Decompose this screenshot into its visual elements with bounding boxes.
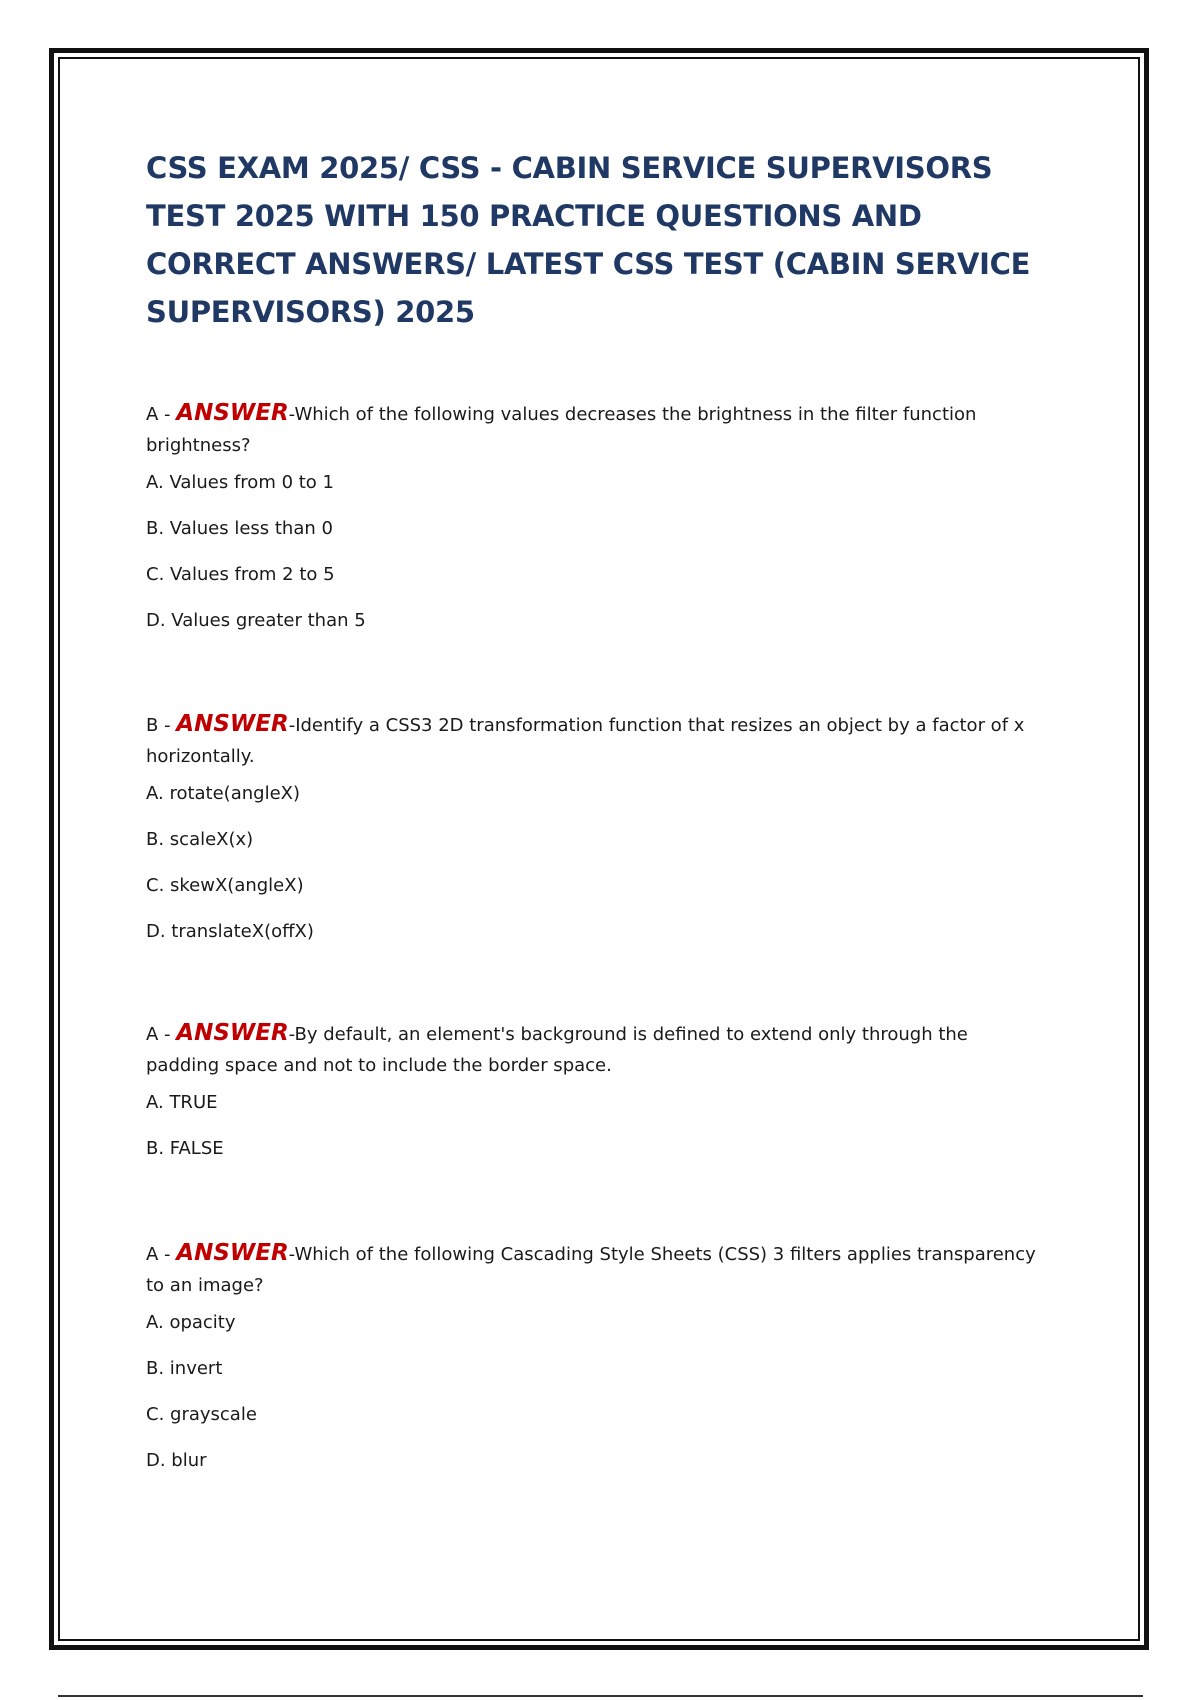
question-text xyxy=(146,1018,1046,1081)
option-item: A. TRUE xyxy=(146,1092,218,1113)
question-block xyxy=(146,1018,1046,1184)
question-block xyxy=(146,398,1046,656)
option-list xyxy=(146,472,1046,632)
answer-label: ANSWER xyxy=(176,711,289,737)
option-item: A. Values from 0 to 1 xyxy=(146,472,334,493)
question-body: -Identify a CSS3 2D transformation function that resizes an object by a factor of x horizontally. xyxy=(146,715,1025,767)
answer-label: ANSWER xyxy=(176,1240,289,1266)
question-text xyxy=(146,1238,1046,1301)
option-item: D. blur xyxy=(146,1450,207,1471)
question-body: -By default, an element's background is defined to extend only through the padding space and not to include the border space. xyxy=(146,1024,968,1076)
option-item: B. FALSE xyxy=(146,1138,224,1159)
question-text xyxy=(146,398,1046,461)
option-list xyxy=(146,783,1046,943)
option-item: A. opacity xyxy=(146,1312,236,1333)
option-item: D. Values greater than 5 xyxy=(146,610,366,631)
question-body: -Which of the following Cascading Style Sheets (CSS) 3 filters applies transparency to an image? xyxy=(146,1244,1036,1296)
option-item: C. grayscale xyxy=(146,1404,257,1425)
answer-prefix: A - xyxy=(146,1024,177,1045)
question-text xyxy=(146,709,1046,772)
document-title: CSS EXAM 2025/ CSS - CABIN SERVICE SUPERVISORS TEST 2025 WITH 150 PRACTICE QUESTIONS AND CORRECT ANSWERS/ LATEST CSS TEST (CABIN SERVICE SUPERVISORS) 2025 xyxy=(146,151,1031,329)
option-item: B. scaleX(x) xyxy=(146,829,254,850)
option-list xyxy=(146,1092,1046,1160)
bottom-divider xyxy=(58,1695,1143,1697)
question-block xyxy=(146,1238,1046,1496)
option-item: C. Values from 2 to 5 xyxy=(146,564,335,585)
option-item: B. Values less than 0 xyxy=(146,518,333,539)
option-item: B. invert xyxy=(146,1358,223,1379)
option-list xyxy=(146,1312,1046,1472)
question-block xyxy=(146,709,1046,967)
question-body: -Which of the following values decreases the brightness in the filter function brightness? xyxy=(146,404,977,456)
option-item: A. rotate(angleX) xyxy=(146,783,300,804)
answer-label: ANSWER xyxy=(176,1020,289,1046)
option-item: D. translateX(offX) xyxy=(146,921,314,942)
answer-label: ANSWER xyxy=(176,400,289,426)
answer-prefix: A - xyxy=(146,404,177,425)
answer-prefix: B - xyxy=(146,715,177,736)
option-item: C. skewX(angleX) xyxy=(146,875,304,896)
answer-prefix: A - xyxy=(146,1244,177,1265)
document-content xyxy=(146,144,1046,1471)
